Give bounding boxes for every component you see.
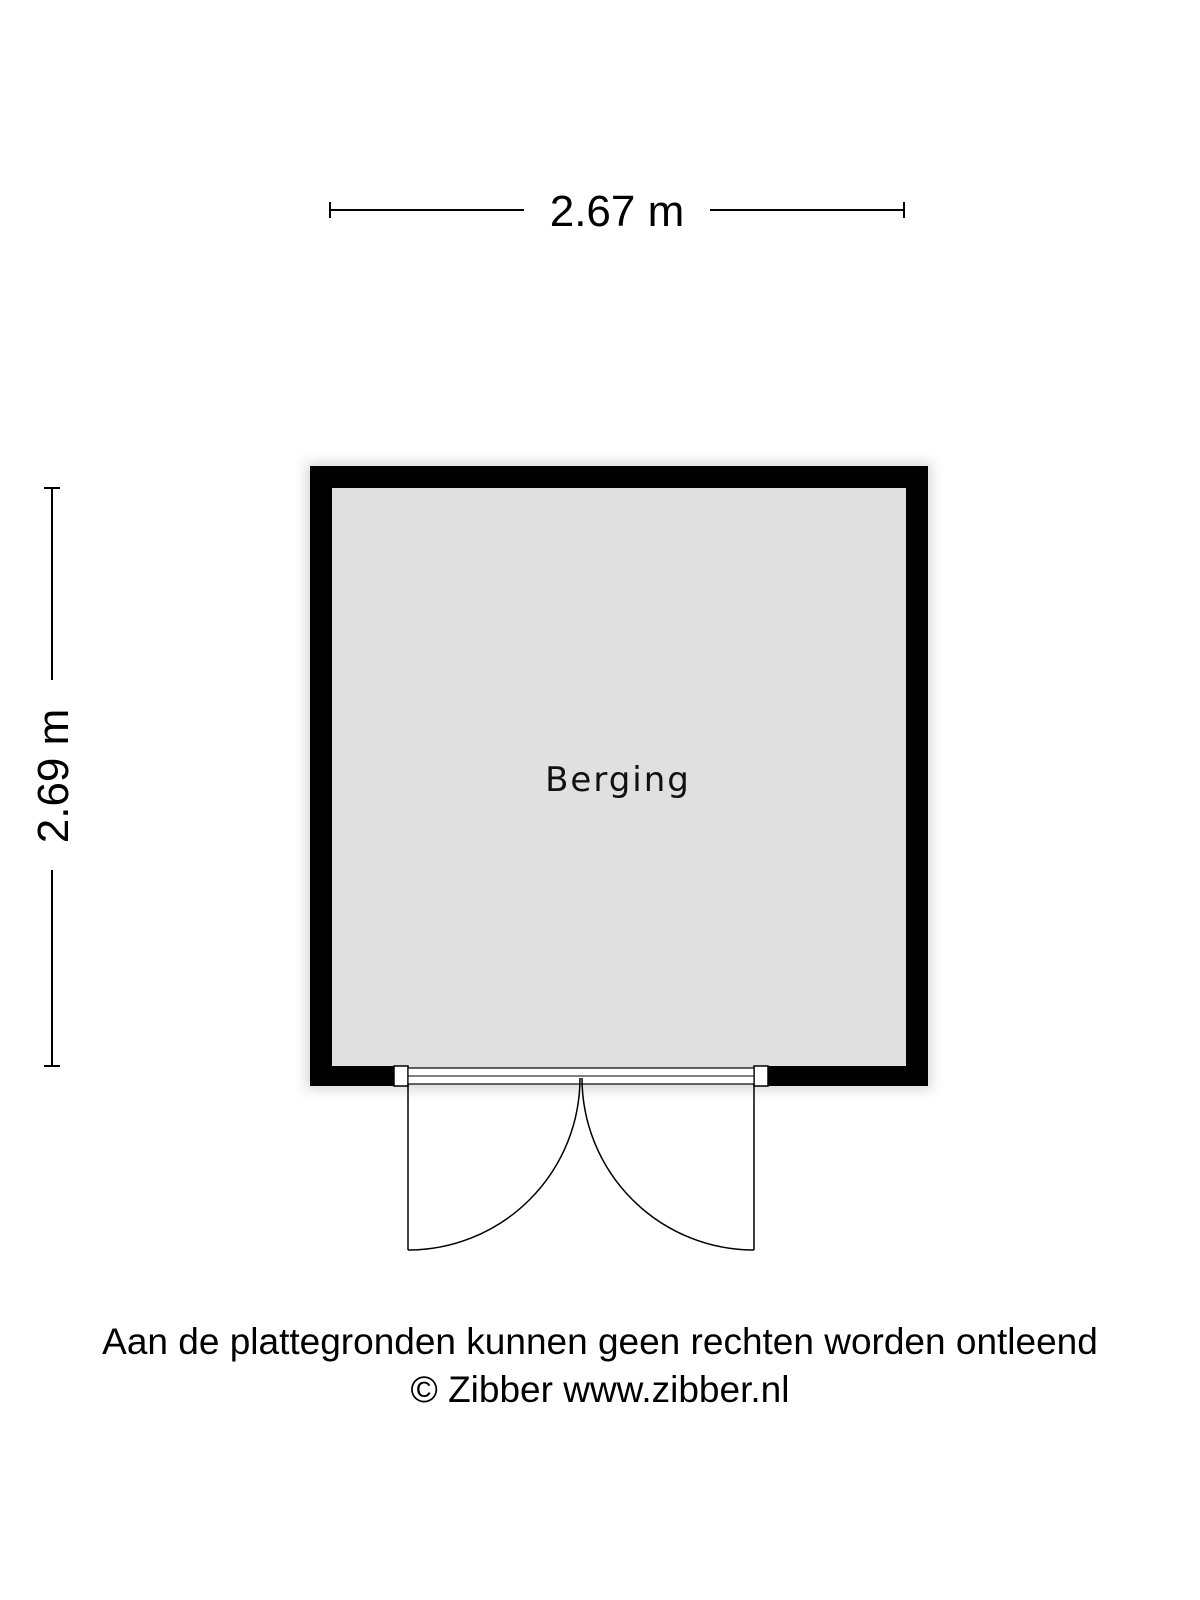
height-dimension (29, 488, 78, 1066)
wall-left (310, 466, 332, 1086)
door-jamb-left (394, 1066, 408, 1086)
footer-disclaimer: Aan de plattegronden kunnen geen rechten worden ontleend (102, 1321, 1098, 1362)
wall-top (310, 466, 928, 488)
width-dimension (330, 187, 904, 236)
wall-right (906, 466, 928, 1086)
door-jamb-right (754, 1066, 768, 1086)
wall-bottom-left (310, 1066, 394, 1086)
room-label: Berging (545, 760, 691, 800)
room-berging (306, 462, 932, 1090)
wall-bottom-right (768, 1066, 928, 1086)
double-door (394, 1066, 768, 1250)
footer-copyright: © Zibber www.zibber.nl (410, 1369, 790, 1410)
width-dimension-label: 2.67 m (549, 187, 685, 236)
door-swing-arc-right (582, 1078, 754, 1250)
door-swing-arc-left (408, 1078, 580, 1250)
height-dimension-label: 2.69 m (29, 708, 78, 844)
